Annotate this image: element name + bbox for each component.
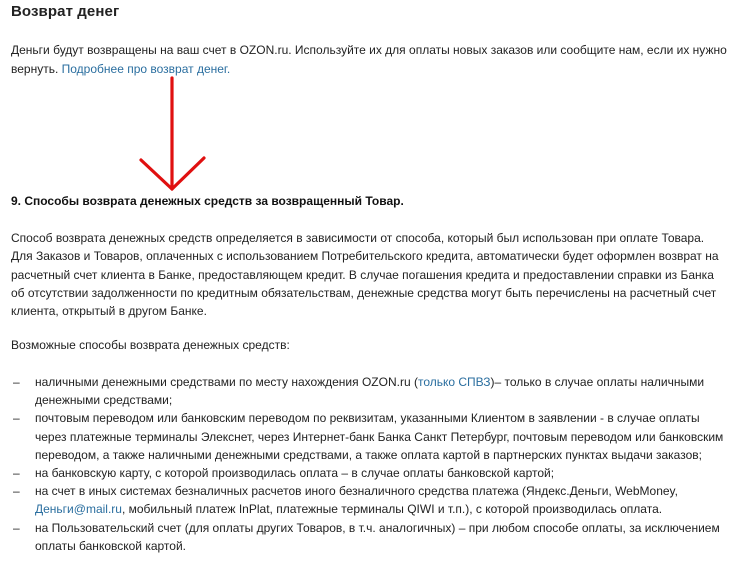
section-title: 9. Способы возврата денежных средств за возвращенный Товар. [11,194,404,208]
list-item-text: )– только в случае оплаты наличными денежными средствами; [35,375,705,408]
list-dash: – [13,375,20,389]
intro-text: Деньги будут возвращены на ваш счет в OZON.ru. Используйте их для оплаты новых заказов или сообщите нам, если их нужно вернуть. [11,43,727,76]
list-item [11,409,731,464]
list-item [11,482,731,518]
pickup-points-link[interactable]: только СПВЗ [417,375,491,389]
page-heading: Возврат денег [11,3,120,20]
list-item-text: на счет в иных системах безналичных расчетов иного безналичного средства платежа (Яндекс.Деньги, WebMoney, [35,484,678,499]
intro-paragraph [11,41,731,78]
list-item-text: на Пользовательский счет (для оплаты других Товаров, в т.ч. аналогичных) – при любом способе оплаты, за исключением оплаты банковской картой. [35,520,720,553]
list-dash: – [13,520,20,535]
list-item [11,519,731,555]
body-paragraph: Способ возврата денежных средств определяется в зависимости от способа, который был использован при оплате Товара. Для Заказов и Товаров, оплаченных с использованием Потребительского кредита, автоматически будет оформлен возврат на расчетный счет клиента в Банке, предоставляющем кредит. В случае погашения кредита и предоставлении справки из Банка об отсутствии задолженности по кредитным обязательствам, денежные средства могут быть перечислены на расчетный счет клиента, открытый в другом Банке. [11,231,719,319]
list-item-text: наличными денежными средствами по месту нахождения OZON.ru ( [35,375,418,389]
list-dash: – [13,484,20,499]
list-item-text: на банковскую карту, с которой производилась оплата – в случае оплаты банковской картой; [35,466,555,481]
list-dash: – [13,411,20,426]
refund-details-link[interactable]: Подробнее про возврат денег. [61,61,231,76]
list-item-text: почтовым переводом или банковским переводом по реквизитам, указанными Клиентом в заявлении - в случае оплаты через платежные терминалы Элекснет, через Интернет-банк Банка Санкт Петербург, почтовым переводом или банковским переводом, а также наличными денежными средствами, а также оплата картой в партнерских пунктах выдачи заказов; [35,411,724,462]
list-item [11,373,731,409]
refund-methods-list [11,373,731,555]
list-item [11,464,731,482]
list-item-text: , мобильный платеж InPlat, платежные терминалы QIWI и т.п.), с которой производилась оплата. [121,502,663,517]
mail-money-link[interactable]: Деньги@mail.ru [35,502,122,517]
list-dash: – [13,466,20,481]
methods-title: Возможные способы возврата денежных средств: [11,338,290,352]
